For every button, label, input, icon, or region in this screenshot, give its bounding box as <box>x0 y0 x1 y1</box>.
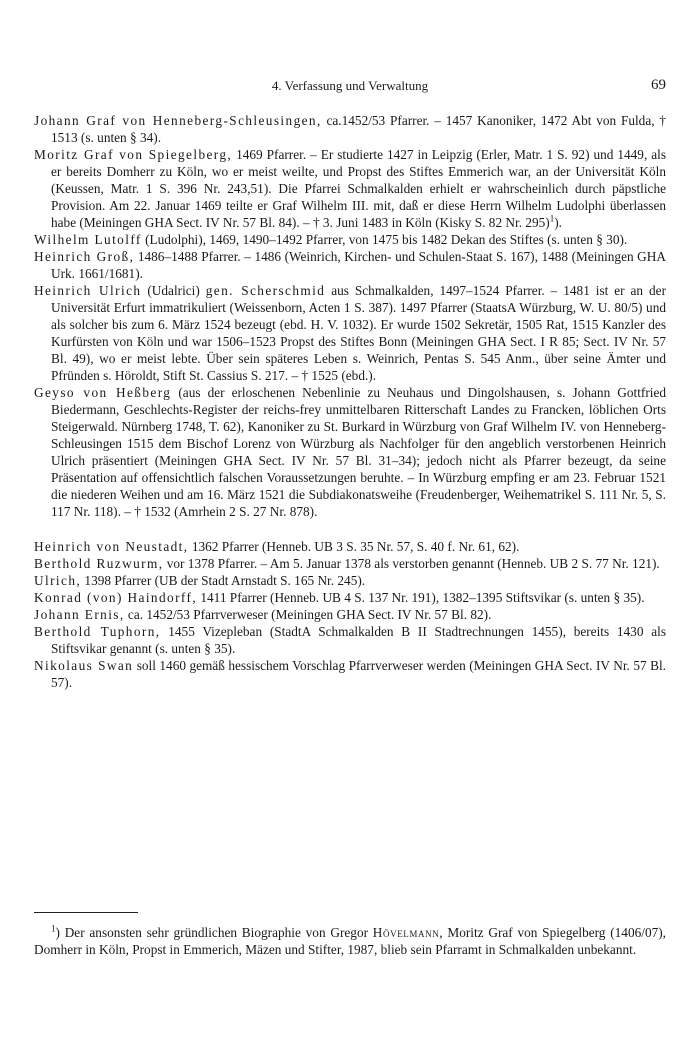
running-header <box>34 78 666 98</box>
entry-text: (aus der erloschenen Nebenlinie zu Neuhaus und Dingolshausen, s. Johann Gottfried Biedermann, Geschlechts-Register der reichs-frey unmittelbaren Ritterschaft Landes zu Francken, löblichen Orts Steigerwald. Nürnberg 1748, T. 62), Kanoniker zu St. Burkard in Würzburg von Graf Wilhelm IV. von Henneberg-Schleusingen 1515 dem Bischof Lorenz von Würzburg als Nachfolger für den angeblich verstorbenen Heinrich Ulrich präsentiert (Meiningen GHA Sect. IV Nr. 57 Bl. 31–34); jedoch nicht als Pfarrer bezeugt, da seine Präsentation auf offensichtlich falschen Voraussetzungen beruhte. – In Würzburg empfing er am 23. Februar 1521 die niederen Weihen und am 16. März 1521 die Subdiakonatsweihe (Freudenberger, Weihematrikel S. 111 Nr. 5, S. 117 Nr. 118). – † 1532 (Amrhein 2 S. 27 Nr. 878). <box>51 385 666 519</box>
footnote-author: Hövelmann <box>372 925 440 940</box>
entry-wilhelm-lutolff <box>34 231 666 248</box>
entry-text: soll 1460 gemäß hessischem Vorschlag Pfarrverweser werden (Meiningen GHA Sect. IV Nr. 57 Bl. 57). <box>51 658 666 690</box>
entry-text: (Ludolphi), 1469, 1490–1492 Pfarrer, von 1475 bis 1482 Dekan des Stiftes (s. unten § 30). <box>141 232 628 247</box>
entry-nikolaus-swan <box>34 657 666 691</box>
person-name: Heinrich Groß, <box>34 249 135 264</box>
entry-geyso-hessberg <box>34 384 666 520</box>
entry-berthold-ruzwurm <box>34 555 666 572</box>
entry-text: aus Schmalkalden, 1497–1524 Pfarrer. – 1481 ist er an der Universität Erfurt immatrikuliert (Weissenborn, Acten 1 S. 387). 1497 Pfarrer (StaatsA Würzburg, W. U. 80/5) und als solcher bis zum 6. März 1524 bezeugt (ebd. H. V. 1032). Er wurde 1502 Sekretär, 1505 Rat, 1515 Kanzler des Kurfürsten von Köln und war 1506–1523 Propst des Stiftes Bonn (Meiningen GHA Sect. I R 85; Sect. IV Nr. 57 Bl. 49), wo er meist lebte. Über sein späteres Leben s. Weinrich, Pentas S. 545 Anm., über seine Ämter und Pfründen s. Höroldt, Stift St. Cassius S. 217. – † 1525 (ebd.). <box>51 283 666 383</box>
person-name: Wilhelm Lutolff <box>34 232 142 247</box>
person-name: Heinrich von Neustadt, <box>34 539 189 554</box>
person-alias: gen. Scherschmid <box>205 283 326 298</box>
footnote <box>34 924 666 958</box>
entry-heinrich-ulrich <box>34 282 666 384</box>
entry-text: 1362 Pfarrer (Henneb. UB 3 S. 35 Nr. 57, S. 40 f. Nr. 61, 62). <box>188 539 520 554</box>
entry-text: ca.1452/53 Pfarrer. – 1457 Kanoniker, 1472 Abt von Fulda, † 1513 (s. unten § 34). <box>51 113 667 145</box>
entry-text: 1469 Pfarrer. – Er studierte 1427 in Leipzig (Erler, Matr. 1 S. 92) und 1449, als er bereits Domherr zu Köln, wo er meist weilte, und Propst des Stiftes Emmerich war, an der Universität Köln (Keussen, Matr. 1 S. 396 Nr. 243,51). Die Pfarrei Schmalkalden erhielt er wahrscheinlich durch päpstliche Provision. Am 22. Januar 1469 teilte er Graf Wilhelm III. mit, daß er diese Herrn Wilhelm Ludolphi überlassen habe (Meiningen GHA Sect. IV Nr. 57 Bl. 84). – † 3. Juni 1483 in Köln (Kisky S. 82 Nr. 295) <box>51 147 666 230</box>
footnote-reference[interactable]: 1 <box>549 213 555 224</box>
entry-johann-henneberg <box>34 112 666 146</box>
person-name: Nikolaus Swan <box>34 658 134 673</box>
entry-text: 1398 Pfarrer (UB der Stadt Arnstadt S. 165 Nr. 245). <box>81 573 366 588</box>
entry-konrad-haindorff <box>34 589 666 606</box>
entry-text: 1486–1488 Pfarrer. – 1486 (Weinrich, Kirchen- und Schulen-Staat S. 167), 1488 (Meiningen GHA Urk. 1661/1681). <box>51 249 666 281</box>
person-name: Moritz Graf von Spiegelberg, <box>34 147 233 162</box>
entry-text: 1411 Pfarrer (Henneb. UB 4 S. 137 Nr. 191), 1382–1395 Stiftsvikar (s. unten § 35). <box>197 590 645 605</box>
entry-ulrich <box>34 572 666 589</box>
footnote-text-end: , Moritz Graf von Spiegelberg (1406/07), Domherr in Köln, Propst in Emmerich, Mäzen und Stifter, 1987, blieb sein Pfarramt in Schmalkalden unbekannt. <box>34 925 666 957</box>
section-gap <box>34 520 666 538</box>
entry-berthold-tuphorn <box>34 623 666 657</box>
entry-moritz-spiegelberg <box>34 146 666 231</box>
footnote-text: ) Der ansonsten sehr gründlichen Biographie von Gregor <box>55 925 373 940</box>
person-name: Johann Ernis, <box>34 607 125 622</box>
running-title: 4. Verfassung und Verwaltung <box>271 78 429 93</box>
entry-text-mid: (Udalrici) <box>141 283 206 298</box>
entry-text: 1455 Vizepleban (StadtA Schmalkalden B II Stadtrechnungen 1455), bereits 1430 als Stiftsvikar genannt (s. unten § 35). <box>51 624 666 656</box>
footnote-divider <box>34 912 138 913</box>
entry-heinrich-gross <box>34 248 666 282</box>
person-name: Berthold Tuphorn, <box>34 624 161 639</box>
person-name: Ulrich, <box>34 573 82 588</box>
person-name: Konrad (von) Haindorff, <box>34 590 198 605</box>
entry-johann-ernis <box>34 606 666 623</box>
entry-text-end: ). <box>554 215 562 230</box>
page-number: 69 <box>651 77 666 93</box>
person-name: Heinrich Ulrich <box>34 283 142 298</box>
entry-list <box>34 112 666 691</box>
entry-text: vor 1378 Pfarrer. – Am 5. Januar 1378 als verstorben genannt (Henneb. UB 2 S. 77 Nr. 121). <box>163 556 660 571</box>
person-name: Geyso von Heßberg <box>34 385 172 400</box>
person-name: Johann Graf von Henneberg-Schleusingen, <box>34 113 322 128</box>
entry-heinrich-neustadt <box>34 538 666 555</box>
footnote-marker: 1 <box>51 923 56 934</box>
entry-text: ca. 1452/53 Pfarrverweser (Meiningen GHA Sect. IV Nr. 57 Bl. 82). <box>124 607 492 622</box>
person-name: Berthold Ruzwurm, <box>34 556 164 571</box>
